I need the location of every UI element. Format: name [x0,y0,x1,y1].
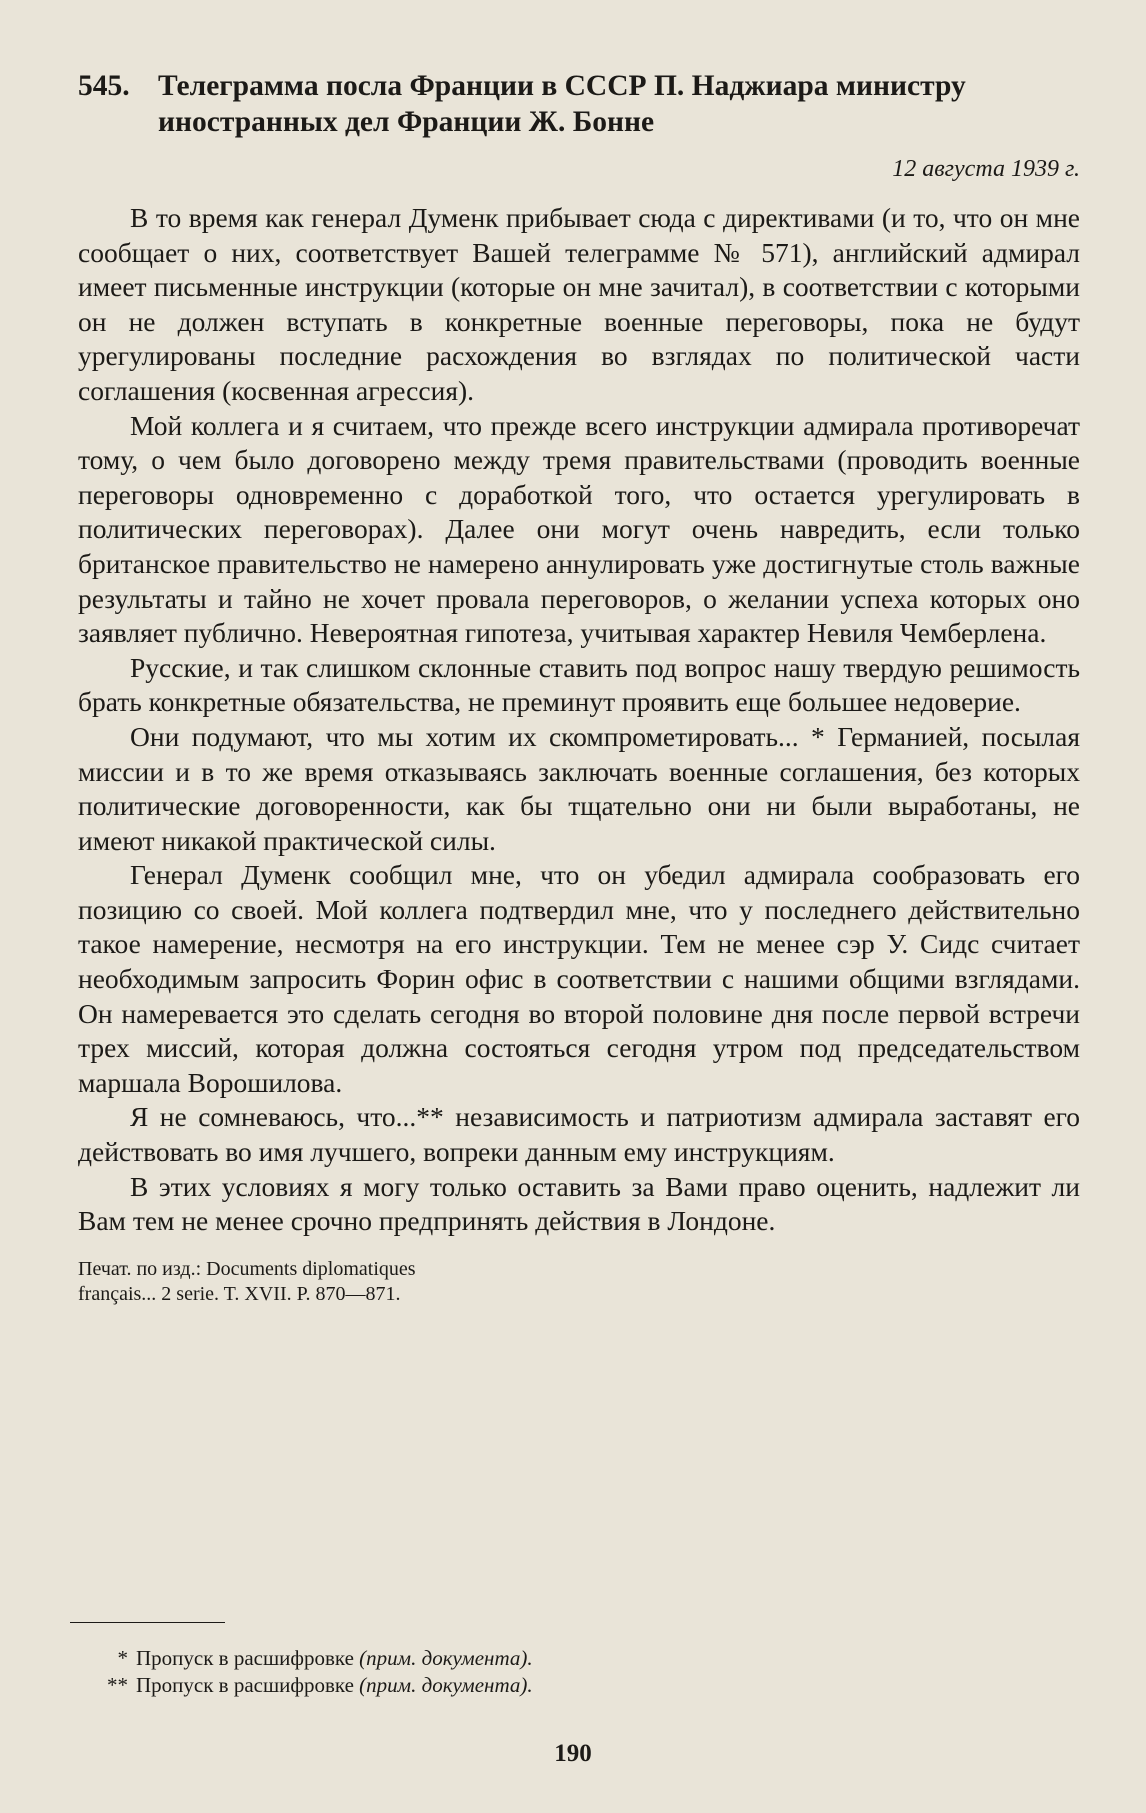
footnote-1-note: (прим. документа). [359,1646,533,1670]
footnote-divider [70,1622,225,1623]
paragraph-4: Они подумают, что мы хотим их скомпрометировать... * Германией, посылая миссии и в то же время отказываясь заключать военные соглашения, без которых политические договоренности, как бы тщательно они ни были выработаны, не имеют никакой практической силы. [78,720,1080,856]
paragraph-2: Мой коллега и я считаем, что прежде всего инструкции адмирала противоречат тому, о чем было договорено между тремя правительствами (проводить военные переговоры одновременно с доработкой того, что остается урегулировать в политических переговорах). Далее они могут очень навредить, если только британское правительство не намерено аннулировать уже достигнутые столь важные результаты и тайно не хочет провала переговоров, о желании успеха которых оно заявляет публично. Невероятная гипотеза, учитывая характер Невиля Чемберлена. [78,409,1080,649]
footnote-1-mark: * [117,1646,128,1670]
footnote-2-text: Пропуск в расшифровке [136,1673,354,1697]
footnote-2-note: (прим. документа). [359,1673,533,1697]
paragraph-7: В этих условиях я могу только оставить за Вами право оценить, надлежит ли Вам тем не менее срочно предпринять действия в Лондоне. [78,1170,1080,1237]
footnote-2-mark: ** [107,1673,128,1697]
source-citation [78,1257,1080,1307]
source-line-2: français... 2 serie. T. XVII. P. 870—871. [78,1282,401,1305]
document-title: Телеграмма посла Франции в СССР П. Наджиара министру иностранных дел Франции Ж. Бонне [158,70,966,138]
paragraph-3: Русские, и так слишком склонные ставить под вопрос нашу твердую решимость брать конкретные обязательства, не преминут проявить еще большее недоверие. [78,651,1080,718]
paragraph-6: Я не сомневаюсь, что...** независимость и патриотизм адмирала заставят его действовать во имя лучшего, вопреки данным ему инструкциям. [78,1101,1080,1168]
document-number: 545. [78,70,130,102]
footnotes [70,1622,1080,1699]
paragraph-1: В то время как генерал Думенк прибывает сюда с директивами (и то, что он мне сообщает о них, соответствует Вашей телеграмме № 571), английский адмирал имеет письменные инструкции (которые он мне зачитал), в соответствии с которыми он не должен вступать в конкретные военные переговоры, пока не будут урегулированы последние расхождения во взглядах по политической части соглашения (косвенная агрессия). [78,202,1080,406]
footnote-1 [70,1645,1080,1672]
document-heading [78,68,1080,140]
page-number: 190 [554,1740,592,1767]
document-date: 12 августа 1939 г. [892,156,1080,182]
source-line-1: Печат. по изд.: Documents diplomatiques [78,1257,416,1280]
footnote-2 [70,1672,1080,1699]
document-body [78,201,1080,1239]
paragraph-5: Генерал Думенк сообщил мне, что он убедил адмирала сообразовать его позицию со своей. Мой коллега подтвердил мне, что у последнего действительно такое намерение, несмотря на его инструкции. Тем не менее сэр У. Сидс считает необходимым запросить Форин офис в соответствии с нашими общими взглядами. Он намеревается это сделать сегодня во второй половине дня после первой встречи трех миссий, которая должна состояться сегодня утром под председательством маршала Ворошилова. [78,859,1080,1098]
footnote-1-text: Пропуск в расшифровке [136,1646,354,1670]
